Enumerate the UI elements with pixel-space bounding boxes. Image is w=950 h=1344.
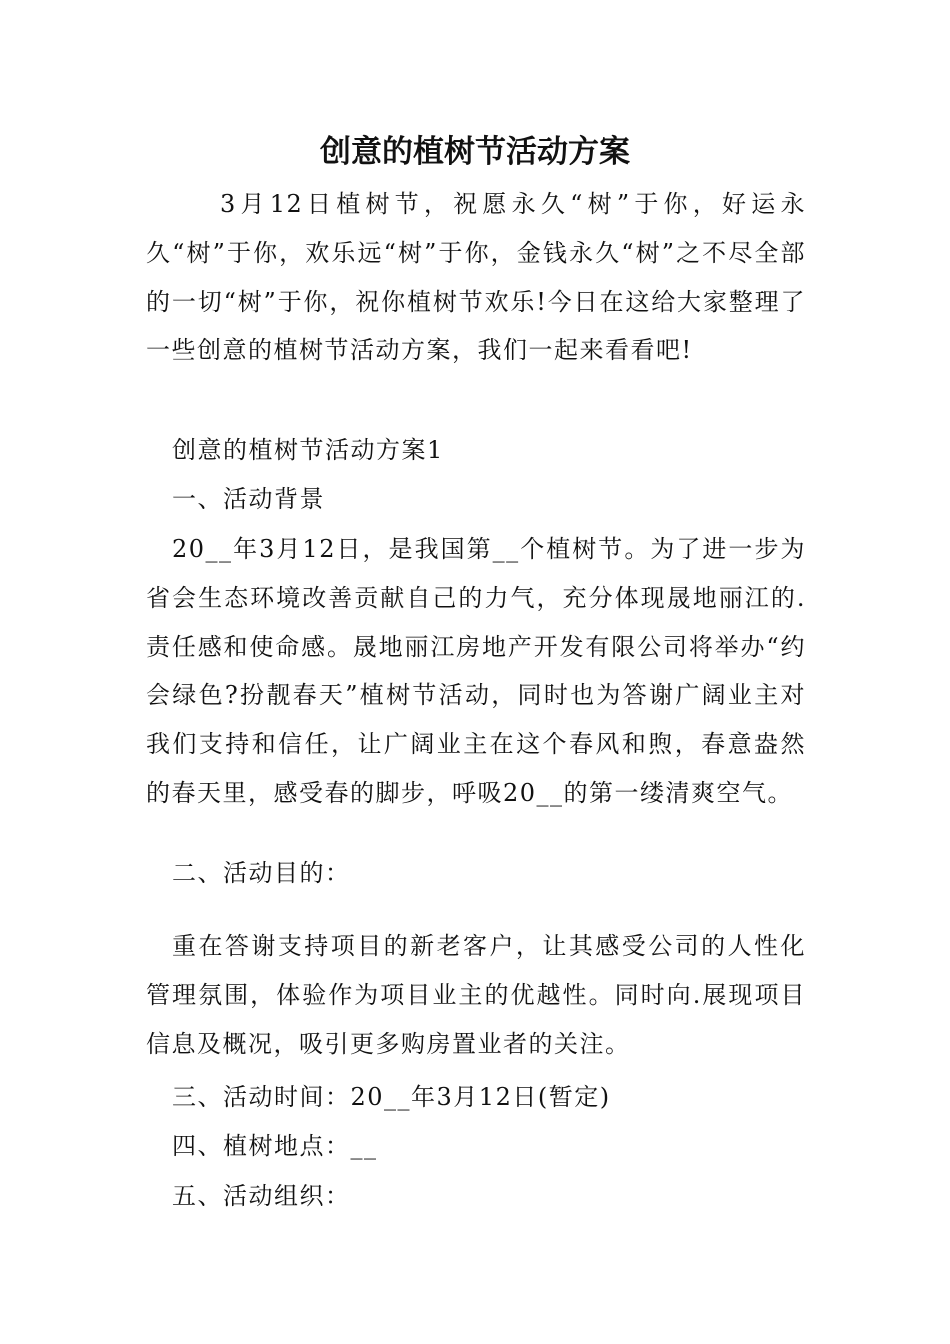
- section-title: 创意的植树节活动方案1: [172, 436, 444, 464]
- purpose-paragraph: 重在答谢支持项目的新老客户，让其感受公司的人性化管理氛围，体验作为项目业主的优越性。同时向.展现项目信息及概况，吸引更多购房置业者的关注。: [146, 932, 806, 1058]
- heading-location: 四、植树地点：__: [172, 1132, 378, 1160]
- document-title: 创意的植树节活动方案: [320, 134, 630, 170]
- intro-paragraph: 3月12日植树节，祝愿永久“树”于你，好运永久“树”于你，欢乐远“树”于你，金钱永久“树”之不尽全部的一切“树”于你，祝你植树节欢乐!今日在这给大家整理了一些创意的植树节活动方案，我们一起来看看吧!: [146, 190, 806, 365]
- heading-purpose: 二、活动目的：: [172, 859, 351, 887]
- heading-organization: 五、活动组织：: [172, 1182, 351, 1210]
- background-paragraph: 20__年3月12日，是我国第__个植树节。为了进一步为省会生态环境改善贡献自己的力气，充分体现晟地丽江的.责任感和使命感。晟地丽江房地产开发有限公司将举办“约会绿色?扮靓春天”植树节活动，同时也为答谢广阔业主对我们支持和信任，让广阔业主在这个春风和煦，春意盎然的春天里，感受春的脚步，呼吸20__的第一缕清爽空气。: [146, 535, 806, 807]
- heading-background: 一、活动背景: [172, 485, 325, 513]
- heading-time: 三、活动时间：20__年3月12日(暂定): [172, 1083, 611, 1111]
